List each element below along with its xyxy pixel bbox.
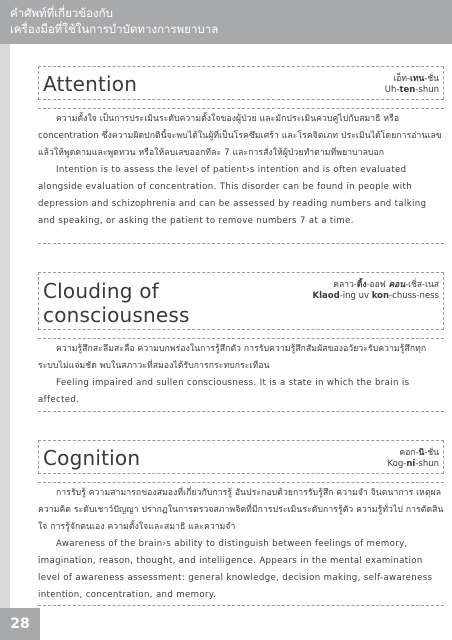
pron-part: คลาว-	[333, 280, 357, 290]
page-header	[0, 0, 452, 44]
pron-stress: kon	[371, 291, 390, 301]
term-word: Attention	[43, 72, 138, 96]
pron-stress: ni	[406, 459, 416, 469]
pron-part: เอ็ท-	[393, 74, 411, 84]
page-number: 28	[0, 608, 40, 640]
definition-english: Feeling impaired and sullen consciousness. It is a state in which the brain is affected.	[38, 378, 410, 405]
pron-part: -ออฟ	[366, 280, 389, 290]
pronunciation-thai	[393, 71, 439, 85]
pron-part: -ชั่น	[424, 74, 439, 84]
definition-english: Intention is to assess the level of patient›s intention and is often evaluated alongside evaluation of concentration. This disorder can be found in people with depression and schizophrenia and can be assessed by reading numbers and talking and speaking, or asking the patient to remove numbers 7 at a time.	[38, 165, 427, 226]
term-body-clouding-of-consciousness	[38, 338, 444, 412]
pronunciation-english	[388, 459, 439, 469]
pron-part: -shun	[415, 459, 439, 469]
term-word-line-2: consciousness	[43, 303, 190, 327]
term-header-attention	[38, 66, 444, 100]
definition-english: Awareness of the brain›s ability to distinguish between feelings of memory, imagination, reason, thought, and intelligence. Appears in the mental examination level of awareness assessment: general knowledge, decision making, self-awareness intention, concentration, and memory.	[38, 539, 433, 600]
term-word: Cognition	[43, 446, 141, 470]
pron-stress: Klaod	[312, 291, 340, 301]
pron-part: -เชิ่ส-เนส	[405, 280, 439, 290]
definition-thai: การรับรู้ ความสามารถของสมองที่เกี่ยวกับการรู้ อันประกอบด้วยการรับรู้สึก ความจำ จินตนาการ เหตุผล ความคิด ระดับเชาว์ปัญญา ปรากฏในการตรวจสภาพจิตที่มีการประเมินระดับการรู้ตัว ความรู้ทั่วไป การตัดสินใจ การรู้จักตนเอง ความตั้งใจและสมาธิ และความจำ	[38, 488, 444, 532]
header-title-line-2: เครื่องมือที่ใช้ในการบำบัดทางการพยาบาล	[10, 22, 219, 36]
pron-part: -shun	[415, 85, 439, 95]
pron-part: Uh-	[384, 85, 400, 95]
pronunciation-thai	[400, 445, 439, 459]
definition-thai: ความตั้งใจ เป็นการประเมินระดับความตั้งใจของผู้ป่วย และมักประเมินควบคู่ไปกับสมาธิ หรือ concentration ซึ่งความผิดปกตินี้จะพบได้ในผู้ที่เป็นโรคซึมเศร้า และโรคจิตเภท ประเมินได้โดยการอ่านเลขแล้วให้พูดตามและพูดทวน หรือให้ลบเลขออกทีละ 7 และการสั่งให้ผู้ป่วยทำตามที่พยาบาลบอก	[38, 114, 442, 158]
pronunciation-english	[313, 291, 439, 301]
term-body-cognition	[38, 482, 444, 606]
pron-stress: ten	[399, 85, 416, 95]
pron-part: Kog-	[387, 459, 407, 469]
pron-part: คอก-	[399, 448, 419, 458]
definition-thai: ความรู้สึกสะลึมสะลือ ความบกพร่องในการรู้สึกตัว การรับความรู้สึกสัมผัสของอวัยวะรับความรู้สึกทุกระบบไม่แจ่มชัด พบในสภาวะที่สมองได้รับการกระทบกระเทือน	[38, 344, 427, 371]
term-word-line-1: Clouding of	[43, 279, 159, 303]
header-title-line-1: คำศัพท์ที่เกี่ยวข้องกับ	[10, 6, 113, 20]
pron-part: -ชั่น	[424, 448, 439, 458]
pron-part: -chuss-ness	[389, 291, 439, 301]
pron-stress: ดิ้ง	[356, 280, 367, 290]
pron-stress: คอน	[388, 280, 406, 290]
pron-part: -ing uv	[339, 291, 372, 301]
left-sidebar-strip	[0, 44, 10, 610]
term-header-cognition	[38, 440, 444, 474]
term-body-attention	[38, 108, 444, 244]
term-header-clouding-of-consciousness	[38, 272, 444, 330]
pron-stress: นิ	[418, 448, 425, 458]
pron-stress: เทน	[410, 74, 425, 84]
pronunciation-english	[385, 85, 439, 95]
pronunciation-thai	[333, 277, 439, 291]
